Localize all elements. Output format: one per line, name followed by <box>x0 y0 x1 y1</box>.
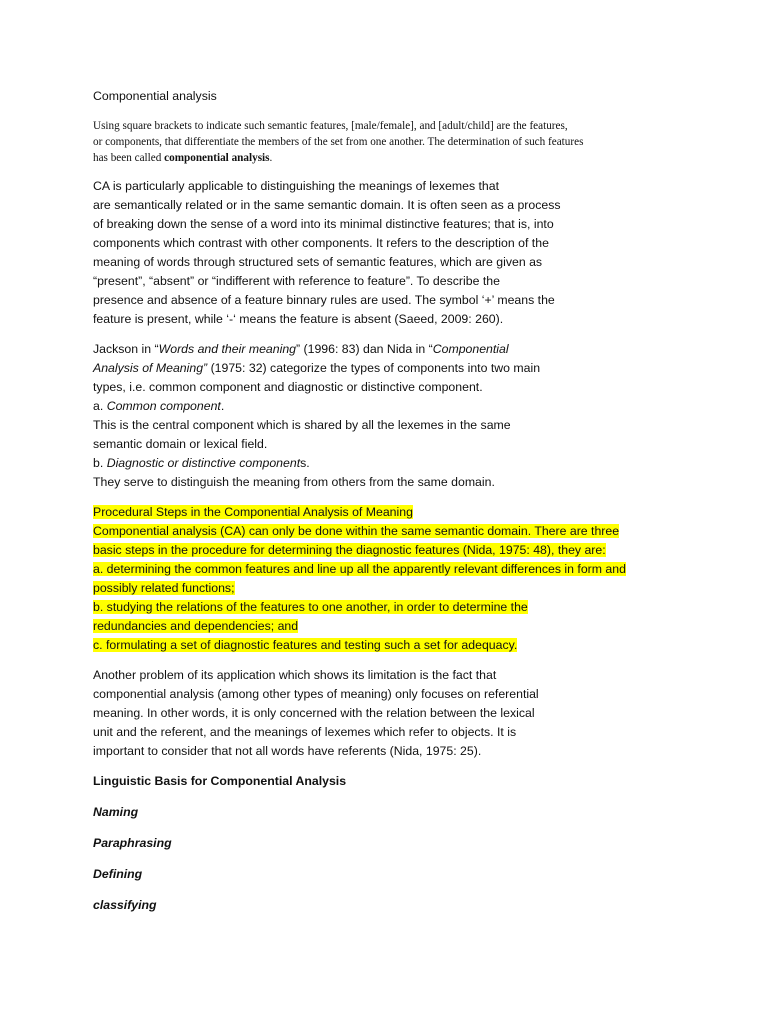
paragraph-line: are semantically related or in the same semantic domain. It is often seen as a process <box>93 198 561 212</box>
intro-line: Using square brackets to indicate such semantic features, [male/female], and [adult/child] are the features, <box>93 120 568 132</box>
paragraph-line: They serve to distinguish the meaning from others from the same domain. <box>93 475 495 489</box>
paragraph-line: meaning. In other words, it is only concerned with the relation between the lexical <box>93 706 535 720</box>
highlighted-line: Componential analysis (CA) can only be done within the same semantic domain. There are three <box>93 524 620 538</box>
paragraph-line: important to consider that not all words have referents (Nida, 1975: 25). <box>93 744 482 758</box>
paragraph-line: meaning of words through structured sets of semantic features, which are given as <box>93 255 543 269</box>
basis-item: Naming <box>93 805 139 819</box>
paragraph-line: feature is present, while ‘-‘ means the feature is absent (Saeed, 2009: 260). <box>93 312 504 326</box>
paragraph-line: “present”, “absent” or “indifferent with reference to feature”. To describe the <box>93 274 500 288</box>
paragraph-line: This is the central component which is shared by all the lexemes in the same <box>93 418 511 432</box>
basis-item: Defining <box>93 867 143 881</box>
paragraph-line: of breaking down the sense of a word into its minimal distinctive features; that is, into <box>93 217 554 231</box>
highlighted-line: c. formulating a set of diagnostic features and testing such a set for adequacy. <box>93 638 518 652</box>
intro-line: or components, that differentiate the members of the set from one another. The determination of such features <box>93 136 584 148</box>
highlighted-line: b. studying the relations of the features to one another, in order to determine the <box>93 600 528 614</box>
paragraph-line: types, i.e. common component and diagnostic or distinctive component. <box>93 380 483 394</box>
paragraph-line: components which contrast with other components. It refers to the description of the <box>93 236 549 250</box>
paragraph-line: unit and the referent, and the meanings of lexemes which refer to objects. It is <box>93 725 517 739</box>
paragraph-line: presence and absence of a feature binnary rules are used. The symbol ‘+’ means the <box>93 293 555 307</box>
paragraph-line: semantic domain or lexical field. <box>93 437 268 451</box>
paragraph-line: componential analysis (among other types of meaning) only focuses on referential <box>93 687 539 701</box>
intro-line: has been called componential analysis. <box>93 152 273 164</box>
document-title: Componential analysis <box>93 89 217 103</box>
highlighted-line: redundancies and dependencies; and <box>93 619 299 633</box>
term-componential-analysis: componential analysis <box>164 152 270 164</box>
list-item: a. Common component. <box>93 399 225 413</box>
highlighted-line: a. determining the common features and line up all the apparently relevant differences in form and <box>93 562 626 576</box>
paragraph-line: CA is particularly applicable to distinguishing the meanings of lexemes that <box>93 179 500 193</box>
highlighted-line: possibly related functions; <box>93 581 235 595</box>
paragraph-line: Jackson in “Words and their meaning” (1996: 83) dan Nida in “Componential <box>93 342 509 356</box>
basis-item: classifying <box>93 898 157 912</box>
paragraph-line: Analysis of Meaning” (1975: 32) categorize the types of components into two main <box>93 361 541 375</box>
section-heading-linguistic-basis: Linguistic Basis for Componential Analysis <box>93 774 347 788</box>
section-heading-procedural: Procedural Steps in the Componential Analysis of Meaning <box>93 505 413 519</box>
highlighted-line: basic steps in the procedure for determining the diagnostic features (Nida, 1975: 48), they are: <box>93 543 606 557</box>
list-item: b. Diagnostic or distinctive components. <box>93 456 310 470</box>
paragraph-line: Another problem of its application which shows its limitation is the fact that <box>93 668 497 682</box>
basis-item: Paraphrasing <box>93 836 172 850</box>
